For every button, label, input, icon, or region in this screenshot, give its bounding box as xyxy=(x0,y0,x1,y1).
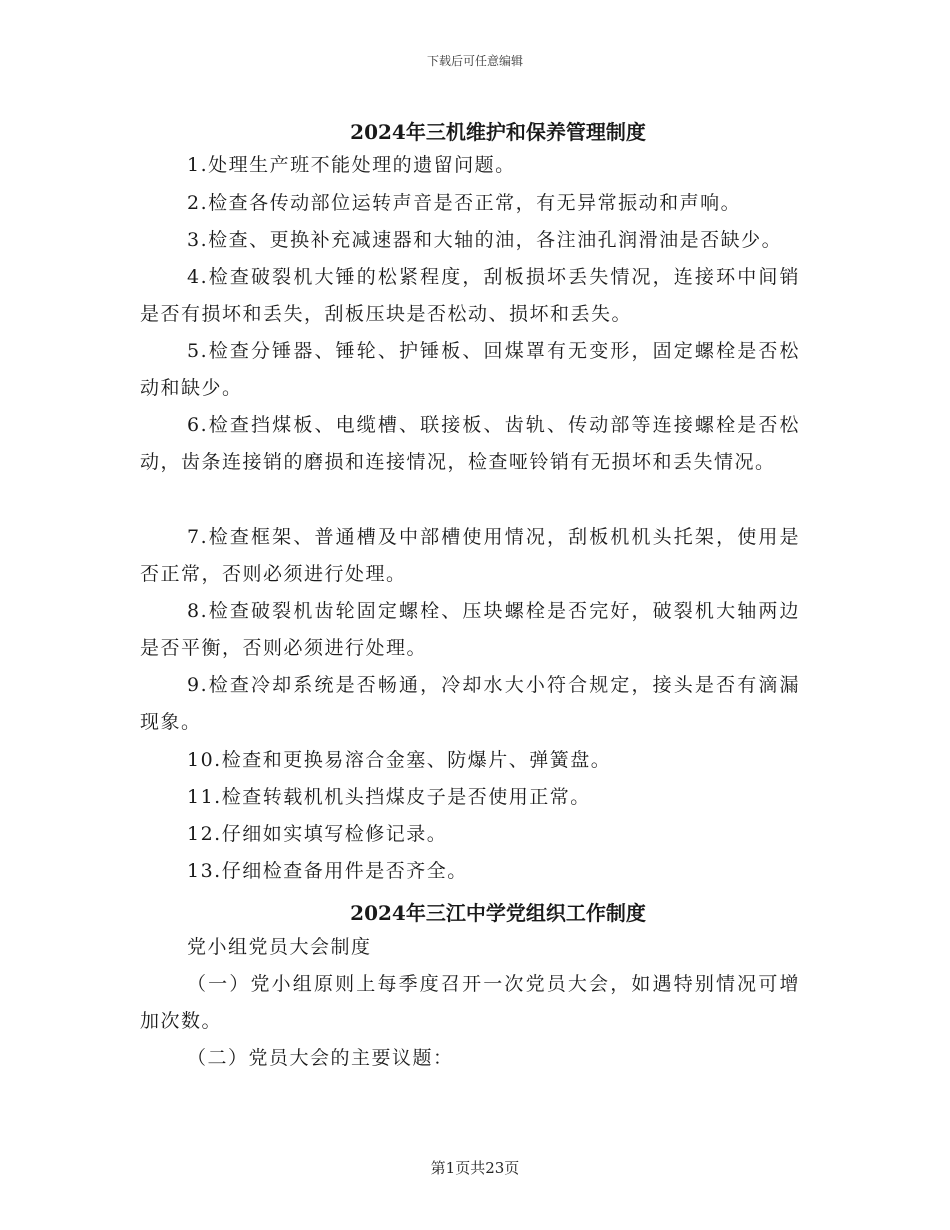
document-title-2: 2024年三江中学党组织工作制度 xyxy=(350,901,646,925)
paragraph-10: 10.检查和更换易溶合金塞、防爆片、弹簧盘。 xyxy=(187,749,612,771)
paragraph-13: 13.仔细检查备用件是否齐全。 xyxy=(187,860,468,882)
section2-item-1: （一）党小组原则上每季度召开一次党员大会，如遇特别情况可增加次数。 xyxy=(140,973,800,1032)
paragraph-5: 5.检查分锤器、锤轮、护锤板、回煤罩有无变形，固定螺栓是否松动和缺少。 xyxy=(140,340,800,399)
page-footer: 第1页共23页 xyxy=(430,1159,520,1177)
paragraph-9: 9.检查冷却系统是否畅通，冷却水大小符合规定，接头是否有滴漏现象。 xyxy=(140,674,800,733)
paragraph-6: 6.检查挡煤板、电缆槽、联接板、齿轨、传动部等连接螺栓是否松动，齿条连接销的磨损和连接情况，检查哑铃销有无损坏和丢失情况。 xyxy=(140,414,800,473)
paragraph-8: 8.检查破裂机齿轮固定螺栓、压块螺栓是否完好，破裂机大轴两边是否平衡，否则必须进行处理。 xyxy=(140,600,800,659)
paragraph-1: 1.处理生产班不能处理的遗留问题。 xyxy=(187,154,516,176)
paragraph-12: 12.仔细如实填写检修记录。 xyxy=(187,823,448,845)
section2-heading: 党小组党员大会制度 xyxy=(187,936,372,958)
paragraph-2: 2.检查各传动部位运转声音是否正常，有无异常振动和声响。 xyxy=(187,192,742,214)
paragraph-7: 7.检查框架、普通槽及中部槽使用情况，刮板机机头托架，使用是否正常，否则必须进行处理。 xyxy=(140,526,800,585)
paragraph-4: 4.检查破裂机大锤的松紧程度，刮板损坏丢失情况，连接环中间销是否有损坏和丢失，刮板压块是否松动、损坏和丢失。 xyxy=(140,266,800,325)
document-title-1: 2024年三机维护和保养管理制度 xyxy=(350,120,646,144)
header-note: 下载后可任意编辑 xyxy=(426,54,523,68)
paragraph-11: 11.检查转载机机头挡煤皮子是否使用正常。 xyxy=(187,786,591,808)
section2-item-2: （二）党员大会的主要议题： xyxy=(187,1047,454,1069)
paragraph-3: 3.检查、更换补充减速器和大轴的油，各注油孔润滑油是否缺少。 xyxy=(187,229,783,251)
